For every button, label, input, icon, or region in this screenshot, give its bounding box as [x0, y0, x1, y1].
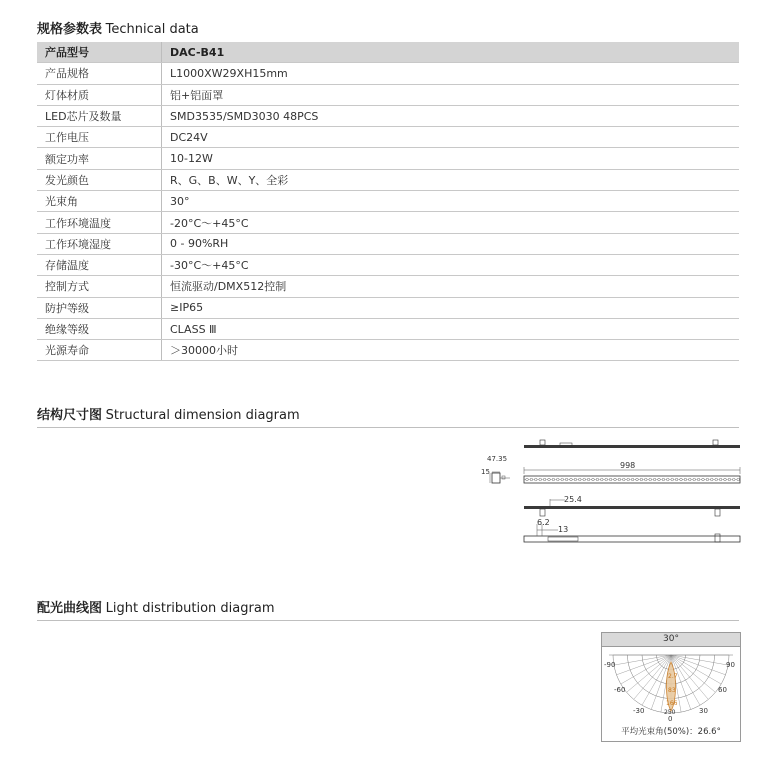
spec-value: 铝+铝面罩 — [162, 84, 740, 105]
led-chip — [539, 478, 542, 481]
led-chip — [737, 478, 740, 481]
spec-key: 绝缘等级 — [37, 318, 162, 339]
light-title-cn: 配光曲线图 — [37, 601, 103, 616]
spec-key: 工作电压 — [37, 127, 162, 148]
led-chip — [724, 478, 727, 481]
spec-value: SMD3535/SMD3030 48PCS — [162, 105, 740, 126]
led-chip — [675, 478, 678, 481]
led-chip — [680, 478, 683, 481]
spec-row — [37, 297, 739, 318]
led-chip — [596, 478, 599, 481]
spec-key: 控制方式 — [37, 276, 162, 297]
bottom-view-drawing — [524, 524, 740, 542]
led-chip — [728, 478, 731, 481]
led-chip — [706, 478, 709, 481]
spec-title-en: Technical data — [105, 22, 199, 37]
led-chip — [618, 478, 621, 481]
spec-row — [37, 127, 739, 148]
polar-label-left-60: -60 — [614, 686, 626, 694]
led-chip — [543, 478, 546, 481]
side-profile-drawing — [490, 472, 510, 483]
led-chip — [667, 478, 670, 481]
spec-value: DC24V — [162, 127, 740, 148]
spec-key: 工作环境湿度 — [37, 233, 162, 254]
spec-row — [37, 318, 739, 339]
dimension-title-cn: 结构尺寸图 — [37, 408, 103, 423]
led-chip — [702, 478, 705, 481]
polar-label-left-30: -30 — [633, 707, 645, 715]
polar-label-right-30: 30 — [699, 707, 708, 715]
led-chip — [605, 478, 608, 481]
led-chip — [640, 478, 643, 481]
led-chip — [601, 478, 604, 481]
spec-title-cn: 规格参数表 — [37, 22, 103, 37]
spec-value: 10-12W — [162, 148, 740, 169]
spec-row — [37, 276, 739, 297]
led-chip — [614, 478, 617, 481]
spec-row — [37, 63, 739, 84]
led-chip — [583, 478, 586, 481]
spec-value: R、G、B、W、Y、全彩 — [162, 169, 740, 190]
led-chip — [574, 478, 577, 481]
polar-label-left-90: -90 — [604, 661, 616, 669]
top-view-drawing — [524, 440, 740, 448]
spec-row — [37, 254, 739, 275]
led-chip — [623, 478, 626, 481]
spec-key: 产品型号 — [37, 42, 162, 63]
spec-table — [37, 42, 739, 361]
led-chip — [719, 478, 722, 481]
led-chip — [693, 478, 696, 481]
spec-key: 工作环境温度 — [37, 212, 162, 233]
led-chip — [561, 478, 564, 481]
dim-height-a: 47.35 — [487, 455, 508, 463]
spec-key: 光束角 — [37, 191, 162, 212]
led-chip — [535, 478, 538, 481]
spec-row — [37, 169, 739, 190]
polar-average-beam-angle: 平均光束角(50%)：26.6° — [621, 727, 721, 737]
spec-key: 灯体材质 — [37, 84, 162, 105]
dimension-title-en: Structural dimension diagram — [105, 408, 300, 423]
led-chip — [684, 478, 687, 481]
polar-radial-label-4: 250 — [664, 709, 676, 716]
spec-value: L1000XW29XH15mm — [162, 63, 740, 84]
spec-row — [37, 84, 739, 105]
led-chip — [587, 478, 590, 481]
spec-value: -20°C～+45°C — [162, 212, 740, 233]
led-chip — [548, 478, 551, 481]
led-chip — [733, 478, 736, 481]
led-chip — [636, 478, 639, 481]
spec-key: 存储温度 — [37, 254, 162, 275]
spec-row — [37, 233, 739, 254]
spec-key: 发光颜色 — [37, 169, 162, 190]
spec-key: 产品规格 — [37, 63, 162, 84]
led-chip — [662, 478, 665, 481]
led-chip — [649, 478, 652, 481]
dim-height-b: 15 — [481, 468, 490, 476]
light-title-en: Light distribution diagram — [105, 601, 275, 616]
led-chip — [631, 478, 634, 481]
spec-value: 恒流驱动/DMX512控制 — [162, 276, 740, 297]
led-chip — [711, 478, 714, 481]
spec-value: -30°C～+45°C — [162, 254, 740, 275]
led-chip — [592, 478, 595, 481]
polar-radial-label-1: 2.7 — [668, 673, 678, 680]
led-chip — [526, 478, 529, 481]
led-chip — [645, 478, 648, 481]
dim-offset-a: 25.4 — [564, 495, 582, 504]
spec-key: LED芯片及数量 — [37, 105, 162, 126]
led-chip — [579, 478, 582, 481]
dimension-diagram — [470, 436, 745, 548]
spec-value: ≥IP65 — [162, 297, 740, 318]
led-dots — [526, 478, 740, 481]
spec-row — [37, 212, 739, 233]
bracket-view-drawing — [524, 499, 740, 516]
dim-offset-c: 13 — [558, 525, 569, 534]
polar-chart — [602, 647, 740, 727]
led-chip — [658, 478, 661, 481]
dim-offset-b: 6.2 — [537, 518, 550, 527]
spec-key: 额定功率 — [37, 148, 162, 169]
led-chip — [609, 478, 612, 481]
spec-value: 30° — [162, 191, 740, 212]
led-chip — [552, 478, 555, 481]
dimension-section-title — [37, 404, 300, 423]
light-divider — [37, 620, 739, 621]
dim-length: 998 — [620, 461, 636, 470]
spec-key: 防护等级 — [37, 297, 162, 318]
led-chip — [689, 478, 692, 481]
led-chip — [557, 478, 560, 481]
spec-value: DAC-B41 — [162, 42, 740, 63]
spec-key: 光源寿命 — [37, 340, 162, 361]
polar-label-right-90: 90 — [726, 661, 735, 669]
spec-header-row — [37, 42, 739, 63]
polar-chart-box — [601, 632, 741, 742]
led-chip — [653, 478, 656, 481]
led-chip — [671, 478, 674, 481]
dimension-divider — [37, 427, 739, 428]
led-chip — [715, 478, 718, 481]
led-chip — [570, 478, 573, 481]
polar-label-bottom-0: 0 — [668, 715, 673, 723]
polar-label-right-60: 60 — [718, 686, 727, 694]
spec-value: CLASS Ⅲ — [162, 318, 740, 339]
polar-radial-label-3: 166 — [666, 700, 678, 707]
spec-value: ＞30000小时 — [162, 340, 740, 361]
spec-section-title — [37, 18, 199, 37]
led-chip — [697, 478, 700, 481]
led-chip — [627, 478, 630, 481]
spec-row — [37, 148, 739, 169]
led-chip — [530, 478, 533, 481]
spec-row — [37, 105, 739, 126]
led-chip — [565, 478, 568, 481]
light-section-title — [37, 597, 275, 616]
spec-value: 0 - 90%RH — [162, 233, 740, 254]
polar-radial-label-2: 83 — [668, 687, 676, 694]
spec-row — [37, 191, 739, 212]
spec-row — [37, 340, 739, 361]
polar-beam-header: 30° — [602, 633, 740, 647]
